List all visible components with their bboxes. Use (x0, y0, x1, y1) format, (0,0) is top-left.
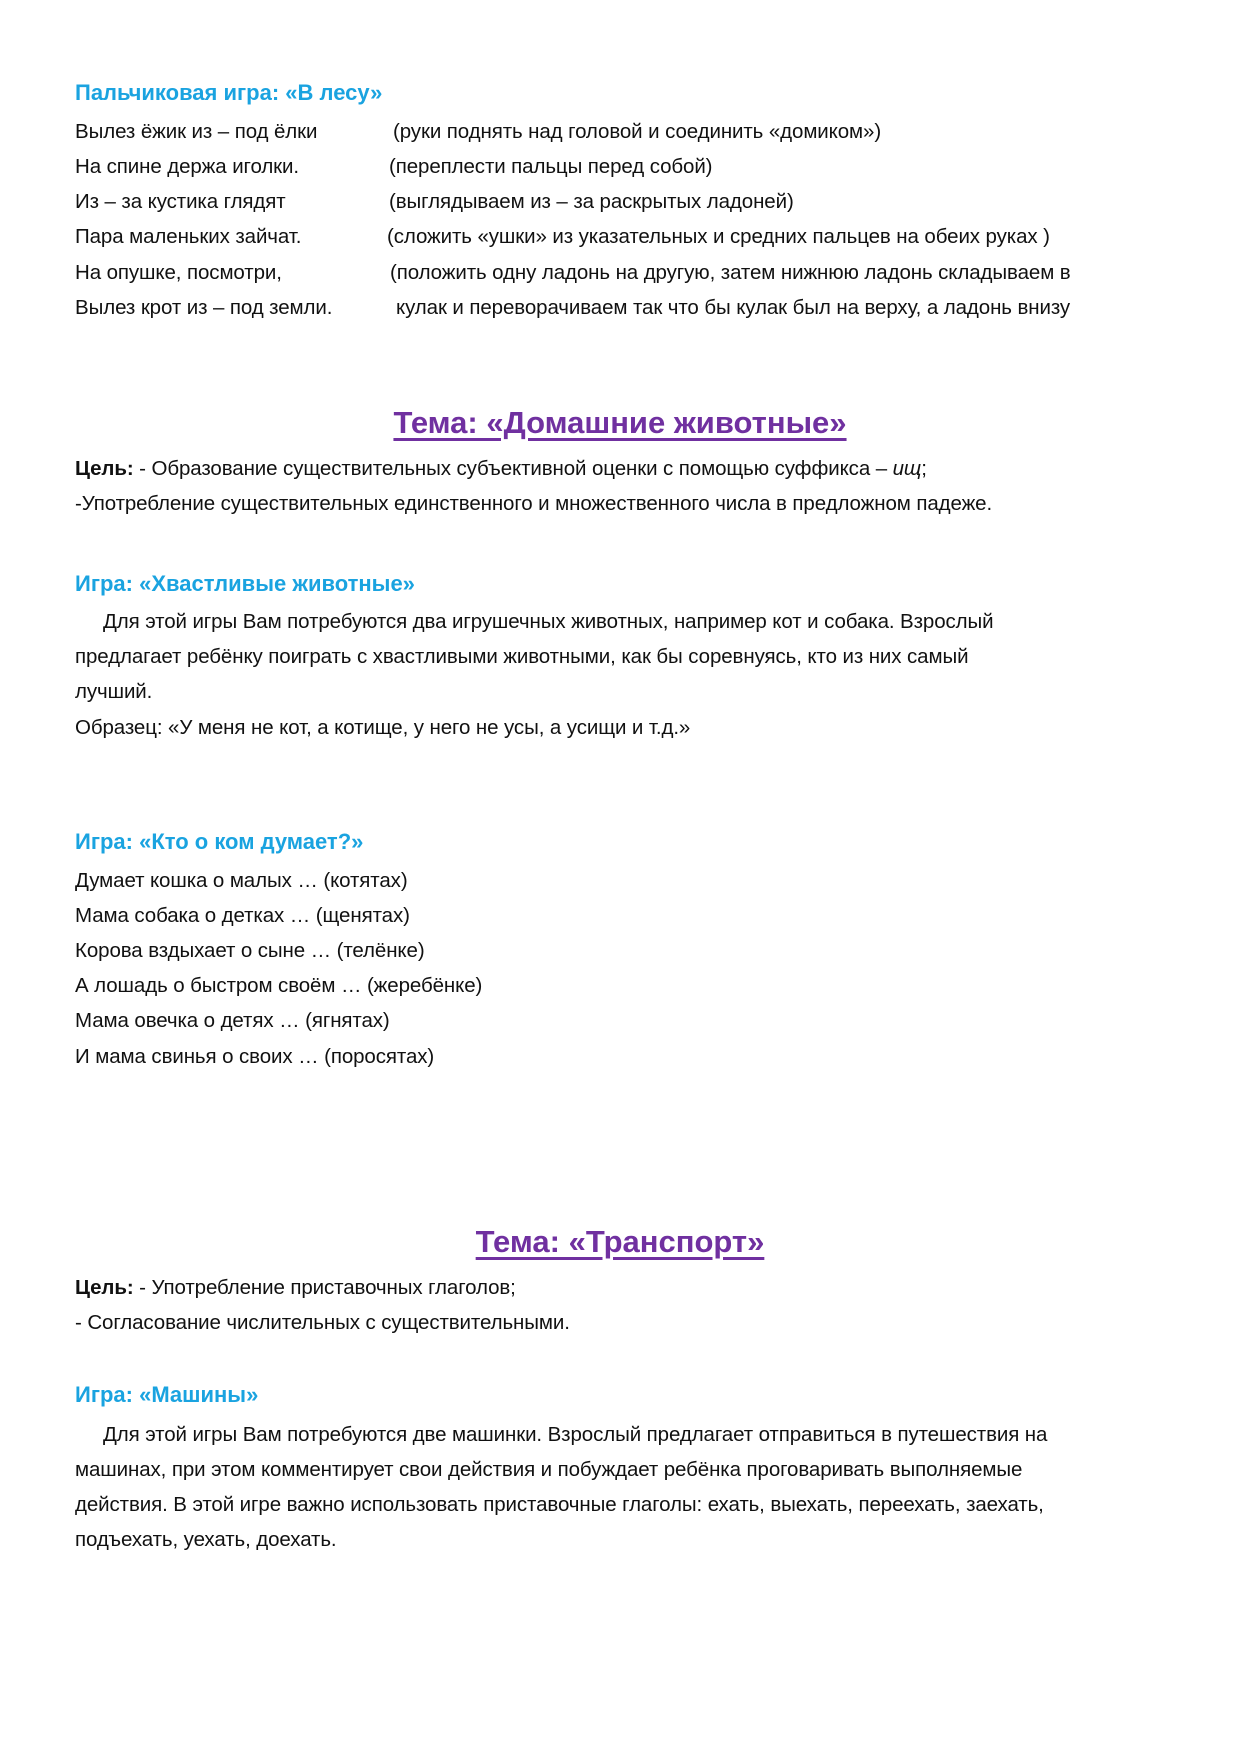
paragraph-line: подъехать, уехать, доехать. (75, 1528, 337, 1551)
action-line: кулак и переворачиваем так что бы кулак был на верху, а ладонь внизу (396, 296, 1071, 319)
verse-line: Из – за кустика глядят (75, 190, 286, 213)
goal-line (75, 1276, 516, 1300)
goal-line (75, 457, 927, 481)
action-line: (положить одну ладонь на другую, затем нижнюю ладонь складываем в (390, 261, 1071, 284)
verse-line: На спине держа иголки. (75, 155, 300, 178)
paragraph-line: действия. В этой игре важно использовать приставочные глаголы: ехать, выехать, переехать, заехать, (75, 1493, 1044, 1516)
rhyme-line: И мама свинья о своих … (поросятах) (75, 1045, 435, 1068)
goal-line-2: -Употребление существительных единственного и множественного числа в предложном падеже. (75, 492, 993, 515)
suffix-italic: ищ (892, 457, 922, 480)
verse-line: Пара маленьких зайчат. (75, 225, 302, 248)
goal-text: - Образование существительных субъективной оценки с помощью суффикса – (133, 457, 893, 480)
game-title-boastful: Игра: «Хвастливые животные» (75, 571, 415, 596)
goal-label: Цель: (75, 1276, 134, 1299)
action-line: (переплести пальцы перед собой) (389, 155, 713, 178)
rhyme-line: Мама собака о детках … (щенятах) (75, 904, 410, 927)
paragraph-line: лучший. (75, 680, 153, 703)
game-title-who-thinks: Игра: «Кто о ком думает?» (75, 829, 364, 854)
verse-line: Вылез крот из – под земли. (75, 296, 333, 319)
goal-text: - Употребление приставочных глаголов; (133, 1276, 516, 1299)
verse-line: На опушке, посмотри, (75, 261, 282, 284)
goal-text-end: ; (921, 457, 927, 480)
paragraph-line: машинах, при этом комментирует свои действия и побуждает ребёнка проговаривать выполняемые (75, 1458, 1023, 1481)
paragraph-line: Для этой игры Вам потребуются два игрушечных животных, например кот и собака. Взрослый (103, 610, 994, 633)
goal-label: Цель: (75, 457, 134, 480)
verse-line: Вылез ёжик из – под ёлки (75, 120, 318, 143)
paragraph-line: предлагает ребёнку поиграть с хвастливыми животными, как бы соревнуясь, кто из них самый (75, 645, 969, 668)
goal-line-2: - Согласование числительных с существительными. (75, 1311, 570, 1334)
rhyme-line: Мама овечка о детях … (ягнятах) (75, 1009, 390, 1032)
action-line: (руки поднять над головой и соединить «домиком») (393, 120, 882, 143)
rhyme-line: А лошадь о быстром своём … (жеребёнке) (75, 974, 483, 997)
paragraph-line: Для этой игры Вам потребуются две машинки. Взрослый предлагает отправиться в путешествия на (103, 1423, 1048, 1446)
topic-title-transport: Тема: «Транспорт» (475, 1224, 765, 1259)
action-line: (сложить «ушки» из указательных и средних пальцев на обеих руках ) (387, 225, 1050, 248)
example-line: Образец: «У меня не кот, а котище, у него не усы, а усищи и т.д.» (75, 716, 691, 739)
action-line: (выглядываем из – за раскрытых ладоней) (389, 190, 794, 213)
rhyme-line: Корова вздыхает о сыне … (телёнке) (75, 939, 425, 962)
rhyme-line: Думает кошка о малых … (котятах) (75, 869, 408, 892)
topic-title-pets: Тема: «Домашние животные» (393, 405, 847, 440)
finger-game-title: Пальчиковая игра: «В лесу» (75, 80, 383, 105)
game-title-cars: Игра: «Машины» (75, 1382, 259, 1407)
